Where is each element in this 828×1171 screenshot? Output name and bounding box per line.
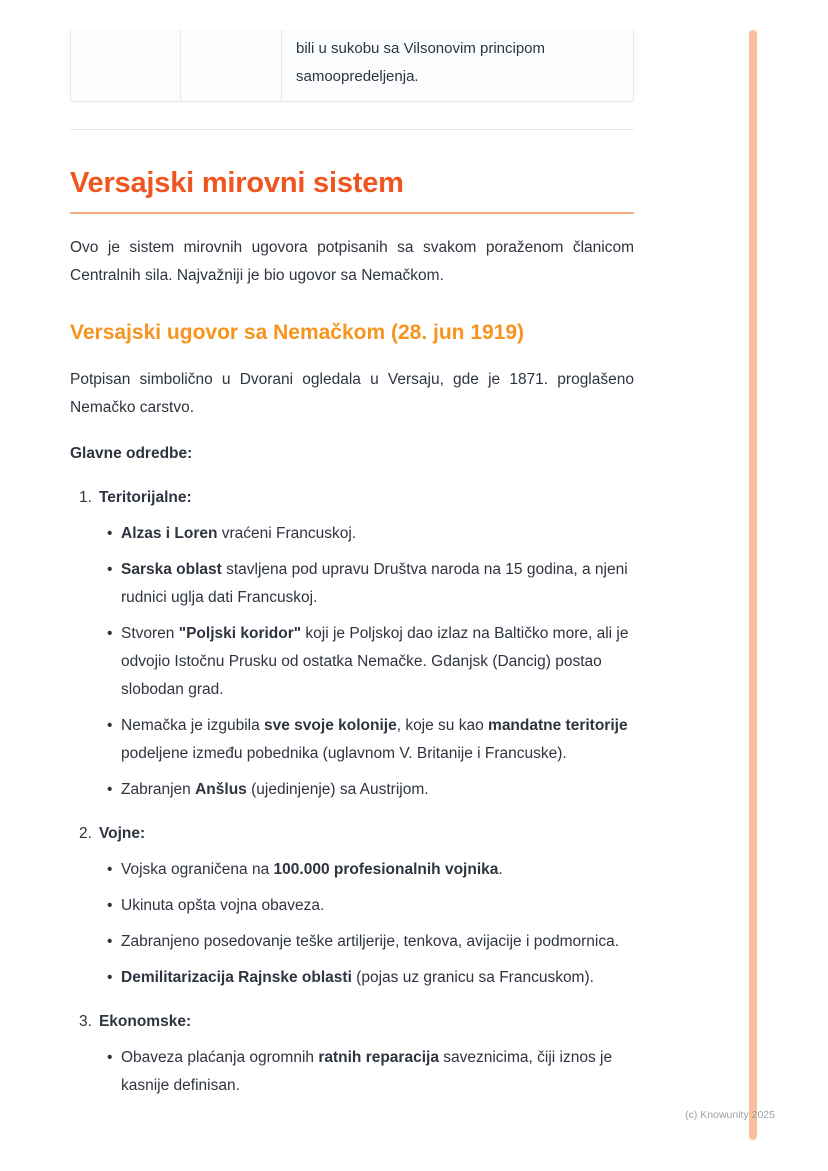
bullet-item	[70, 892, 634, 920]
table-fragment	[70, 30, 634, 102]
bullet-dot-icon: •	[107, 861, 113, 878]
bullet-item	[70, 928, 634, 956]
list-item-heading	[70, 1008, 634, 1036]
bullet-item	[70, 712, 634, 768]
bullet-item	[70, 1044, 634, 1100]
subsection-title: Versajski ugovor sa Nemačkom (28. jun 1919)	[70, 321, 525, 344]
bullet-item	[70, 964, 634, 992]
bullet-list	[70, 520, 634, 804]
bullet-dot-icon: •	[107, 717, 113, 734]
copyright-text: (c) Knowunity 2025	[685, 1109, 775, 1121]
bullet-text: Zabranjeno posedovanje teške artiljerije, tenkova, avijacije i podmornica.	[121, 933, 619, 950]
document-content	[70, 0, 634, 1100]
bullet-dot-icon: •	[107, 897, 113, 914]
bullet-text: Obaveza plaćanja ogromnih ratnih reparacija saveznicima, čiji iznos je kasnije definisan.	[121, 1049, 613, 1094]
list-item	[70, 1008, 634, 1100]
list-item-heading	[70, 484, 634, 512]
list-item-heading	[70, 820, 634, 848]
bullet-text: Sarska oblast stavljena pod upravu Društva naroda na 15 godina, a njeni rudnici uglja dati Francuskoj.	[121, 561, 628, 606]
list-item-title: Teritorijalne:	[98, 489, 192, 506]
bullet-text: Stvoren "Poljski koridor" koji je Poljskoj dao izlaz na Baltičko more, ali je odvojio Istočnu Prusku od ostatka Nemačke. Gdanjsk (Dancig) postao slobodan grad.	[121, 625, 629, 698]
bullet-dot-icon: •	[107, 1049, 113, 1066]
list-item-title: Vojne:	[98, 825, 146, 842]
odredbe-label: Glavne odredbe:	[70, 445, 193, 462]
bullet-text: Zabranjen Anšlus (ujedinjenje) sa Austrijom.	[121, 781, 429, 798]
bullet-dot-icon: •	[107, 933, 113, 950]
bullet-text: Vojska ograničena na 100.000 profesionalnih vojnika.	[121, 861, 503, 878]
bullet-item	[70, 520, 634, 548]
bullet-text: Nemačka je izgubila sve svoje kolonije, koje su kao mandatne teritorije podeljene između pobednika (uglavnom V. Britanije i Francuske).	[121, 717, 628, 762]
bullet-text: Demilitarizacija Rajnske oblasti (pojas uz granicu sa Francuskom).	[121, 969, 594, 986]
bullet-list	[70, 856, 634, 992]
bullet-dot-icon: •	[107, 969, 113, 986]
bullet-dot-icon: •	[107, 561, 113, 578]
list-item	[70, 484, 634, 804]
bullet-list	[70, 1044, 634, 1100]
intro-paragraph: Ovo je sistem mirovnih ugovora potpisanih sa svakom poraženom članicom Centralnih sila. Najvažniji je bio ugovor sa Nemačkom.	[70, 239, 634, 284]
subsection-paragraph: Potpisan simbolično u Dvorani ogledala u Versaju, gde je 1871. proglašeno Nemačko carstvo.	[70, 371, 634, 416]
table-cell-empty-1	[71, 30, 181, 101]
bullet-dot-icon: •	[107, 781, 113, 798]
table-cell-empty-2	[181, 30, 282, 101]
page-title: Versajski mirovni sistem	[70, 167, 404, 199]
list-item-number: 3.	[79, 1013, 92, 1030]
list-item-number: 2.	[79, 825, 92, 842]
bullet-item	[70, 556, 634, 612]
bullet-dot-icon: •	[107, 625, 113, 642]
list-item-number: 1.	[79, 489, 92, 506]
list-item	[70, 820, 634, 992]
bullet-item	[70, 856, 634, 884]
section-divider	[70, 129, 634, 130]
bullet-item	[70, 620, 634, 704]
bullet-item	[70, 776, 634, 804]
bullet-text: Ukinuta opšta vojna obaveza.	[121, 897, 325, 914]
list-item-title: Ekonomske:	[98, 1013, 192, 1030]
numbered-list	[70, 484, 634, 1100]
bullet-text: Alzas i Loren vraćeni Francuskoj.	[121, 525, 357, 542]
title-underline	[70, 212, 634, 214]
table-cell-text: bili u sukobu sa Vilsonovim principom samoopredeljenja.	[296, 40, 546, 85]
bullet-dot-icon: •	[107, 525, 113, 542]
scrollbar-thumb[interactable]	[749, 30, 757, 1140]
